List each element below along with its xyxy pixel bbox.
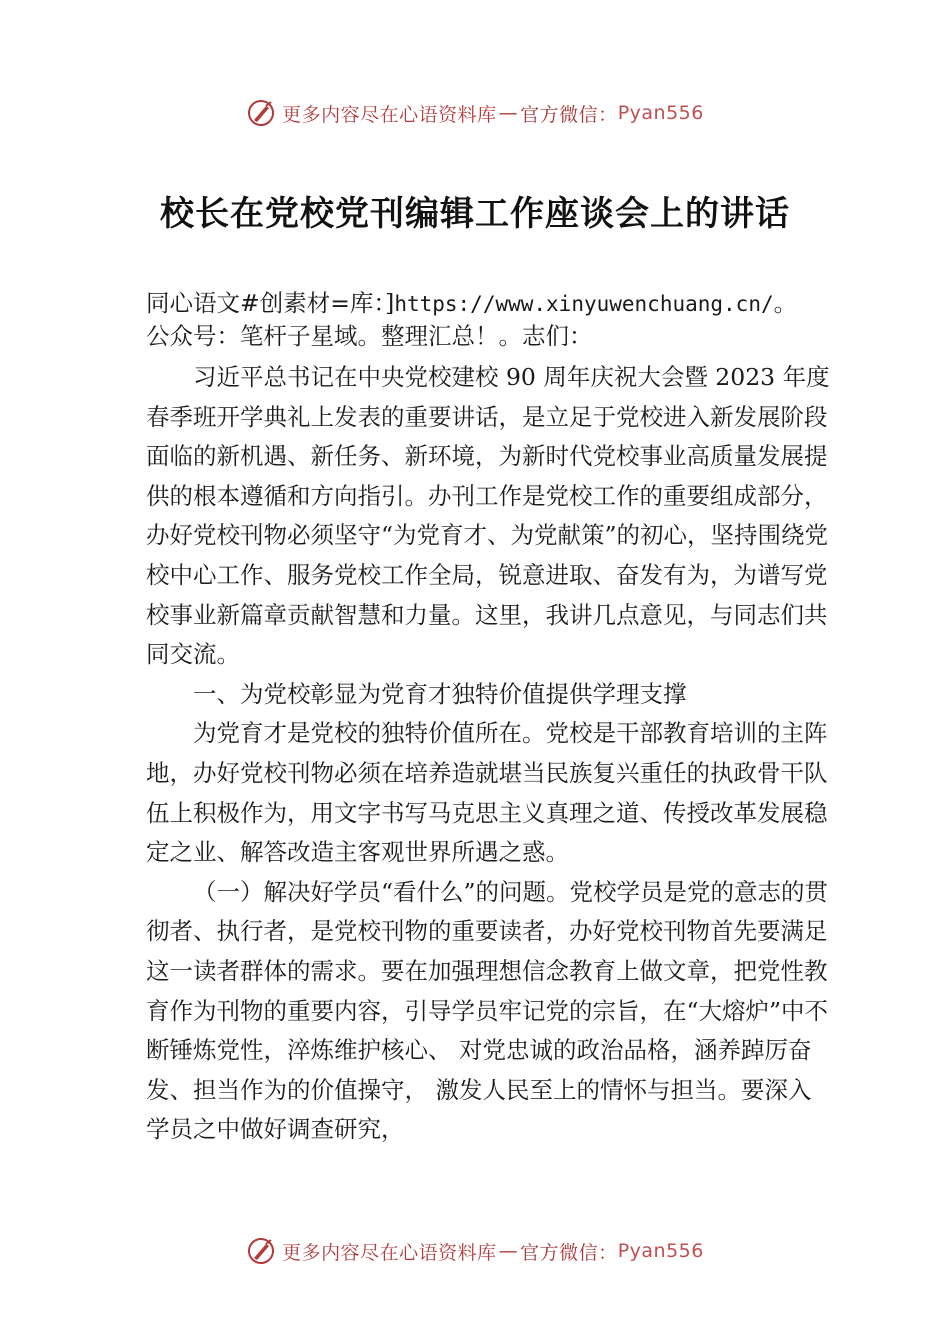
banner-text: 更多内容尽在心语资料库 [282,1241,497,1264]
paragraph-subsection-1: （一）解决好学员“看什么”的问题。党校学员是党的意志的贯彻者、执行者，是党校刊物的重要读者，办好党校刊物首先要满足这一读者群体的需求。要在加强理想信念教育上做文章，把党性教育作为刊物的重要内容，引导学员牢记党的宗旨，在“大熔炉”中不断锤炼党性，淬炼维护核心、 对党忠诚的政治品格，涵养踔厉奋发、担当作为的价值操守， 激发人民至上的情怀与担当。要深入学员之中做好调查研究， [146,877,829,1144]
banner-wechat-label: 官方微信： [520,1241,618,1264]
document-title: 校长在党校党刊编辑工作座谈会上的讲话 [160,194,790,234]
banner-dash: — [498,102,519,124]
source-url: https://www.xinyuwenchuang.cn/ [394,292,774,316]
source-suffix: 。 [773,289,798,317]
paragraph-intro: 习近平总书记在中央党校建校 90 周年庆祝大会暨 2023 年度春季班开学典礼上发表的重要讲话，是立足于党校进入新发展阶段面临的新机遇、新任务、新环境，为新时代党校事业高质量发展提供的根本遵循和方向指引。办刊工作是党校工作的重要组成部分，办好党校刊物必须坚守“为党育才、为党献策”的初心，坚持围绕党校中心工作、服务党校工作全局，锐意进取、奋发有为，为谱写党校事业新篇章贡献智慧和力量。这里，我讲几点意见，与同志们共同交流。 [146,363,830,669]
footer-banner [0,1236,950,1266]
section-heading-1: 一、为党校彰显为党育才独特价值提供学理支撑 [193,679,687,708]
paragraph-section-1: 为党育才是党校的独特价值所在。党校是干部教育培训的主阵地，办好党校刊物必须在培养造就堪当民族复兴重任的执政骨干队伍上积极作为，用文字书写马克思主义真理之道、传授改革发展稳定之业、解答改造主客观世界所遇之惑。 [146,719,828,867]
source-prefix: 同心语文#创素材=库：] [146,289,395,317]
source-line2: 公众号：笔杆子星域。整理汇总！。志们： [146,322,593,350]
header-banner [0,98,950,128]
quill-logo-icon [246,98,276,128]
quill-logo-icon [246,1236,276,1266]
banner-wechat-id: Pyan556 [617,1240,704,1262]
banner-dash: — [498,1240,519,1262]
banner-wechat-label: 官方微信： [520,103,618,126]
document-body [146,287,832,1150]
source-line [146,287,832,352]
banner-wechat-id: Pyan556 [617,102,704,124]
banner-text: 更多内容尽在心语资料库 [282,103,497,126]
